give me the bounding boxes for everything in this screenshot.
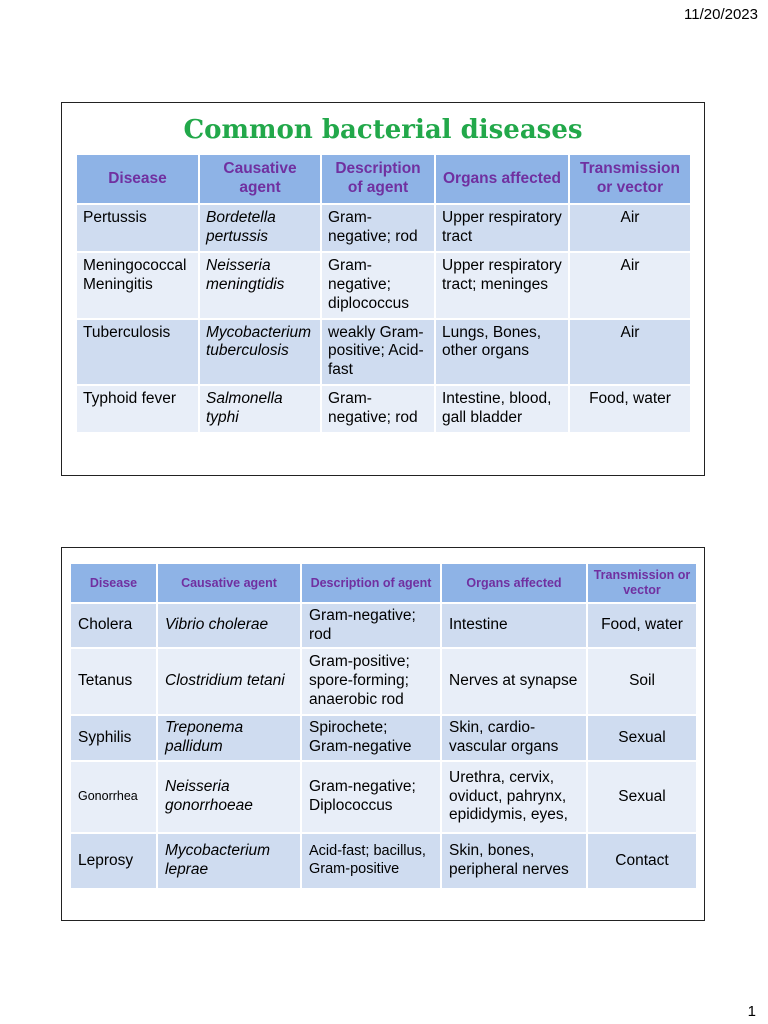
cell-organs: Upper respiratory tract	[435, 204, 569, 252]
table-row	[77, 385, 691, 433]
cell-transmission: Contact	[587, 833, 697, 889]
cell-disease: Pertussis	[77, 204, 199, 252]
cell-transmission: Air	[569, 319, 691, 386]
cell-agent: Mycobacterium leprae	[157, 833, 301, 889]
cell-description: Gram-negative; diplococcus	[321, 252, 435, 319]
cell-agent: Neisseria meningtidis	[199, 252, 321, 319]
cell-agent: Neisseria gonorrhoeae	[157, 761, 301, 833]
slide-2	[61, 547, 705, 921]
cell-organs: Intestine, blood, gall bladder	[435, 385, 569, 433]
table-header-row	[77, 155, 691, 204]
cell-organs: Urethra, cervix, oviduct, pahrynx, epididymis, eyes,	[441, 761, 587, 833]
cell-transmission: Air	[569, 204, 691, 252]
cell-transmission: Soil	[587, 648, 697, 715]
cell-agent: Bordetella pertussis	[199, 204, 321, 252]
cell-description: Gram-negative; Diplococcus	[301, 761, 441, 833]
cell-organs: Intestine	[441, 603, 587, 648]
table-row	[77, 319, 691, 386]
cell-organs: Upper respiratory tract; meninges	[435, 252, 569, 319]
table-row	[77, 204, 691, 252]
cell-transmission: Air	[569, 252, 691, 319]
header-description: Description of agent	[321, 155, 435, 204]
cell-organs: Nerves at synapse	[441, 648, 587, 715]
cell-disease: Gonorrhea	[71, 761, 157, 833]
disease-table-1	[77, 155, 692, 434]
cell-description: Gram-positive; spore-forming; anaerobic rod	[301, 648, 441, 715]
table-row	[71, 648, 697, 715]
header-causative-agent: Causative agent	[157, 564, 301, 603]
cell-disease: Syphilis	[71, 715, 157, 761]
cell-disease: Tetanus	[71, 648, 157, 715]
cell-description: Gram-negative; rod	[321, 204, 435, 252]
cell-transmission: Sexual	[587, 761, 697, 833]
cell-agent: Clostridium tetani	[157, 648, 301, 715]
header-transmission: Transmission or vector	[587, 564, 697, 603]
cell-transmission: Food, water	[587, 603, 697, 648]
cell-description: Gram-negative; rod	[301, 603, 441, 648]
cell-disease: Typhoid fever	[77, 385, 199, 433]
table-row	[71, 833, 697, 889]
cell-agent: Salmonella typhi	[199, 385, 321, 433]
cell-description: weakly Gram-positive; Acid-fast	[321, 319, 435, 386]
cell-description: Gram-negative; rod	[321, 385, 435, 433]
header-disease: Disease	[71, 564, 157, 603]
cell-description: Spirochete; Gram-negative	[301, 715, 441, 761]
cell-agent: Mycobacterium tuberculosis	[199, 319, 321, 386]
header-transmission: Transmission or vector	[569, 155, 691, 204]
cell-transmission: Food, water	[569, 385, 691, 433]
cell-agent: Vibrio cholerae	[157, 603, 301, 648]
cell-disease: Cholera	[71, 603, 157, 648]
header-causative-agent: Causative agent	[199, 155, 321, 204]
table-header-row	[71, 564, 697, 603]
header-disease: Disease	[77, 155, 199, 204]
cell-disease: Leprosy	[71, 833, 157, 889]
disease-table-2	[71, 564, 698, 890]
cell-transmission: Sexual	[587, 715, 697, 761]
cell-organs: Skin, bones, peripheral nerves	[441, 833, 587, 889]
cell-disease: Tuberculosis	[77, 319, 199, 386]
slide-title: Common bacterial diseases	[183, 115, 583, 145]
print-date: 11/20/2023	[684, 6, 758, 23]
cell-agent: Treponema pallidum	[157, 715, 301, 761]
table-row	[71, 761, 697, 833]
table-row	[71, 603, 697, 648]
slide-1	[61, 102, 705, 476]
header-description: Description of agent	[301, 564, 441, 603]
header-organs: Organs affected	[435, 155, 569, 204]
page-number: 1	[747, 1003, 756, 1020]
cell-disease: Meningococcal Meningitis	[77, 252, 199, 319]
header-organs: Organs affected	[441, 564, 587, 603]
table-row	[77, 252, 691, 319]
table-row	[71, 715, 697, 761]
cell-organs: Skin, cardio-vascular organs	[441, 715, 587, 761]
cell-description: Acid-fast; bacillus, Gram-positive	[301, 833, 441, 889]
cell-organs: Lungs, Bones, other organs	[435, 319, 569, 386]
